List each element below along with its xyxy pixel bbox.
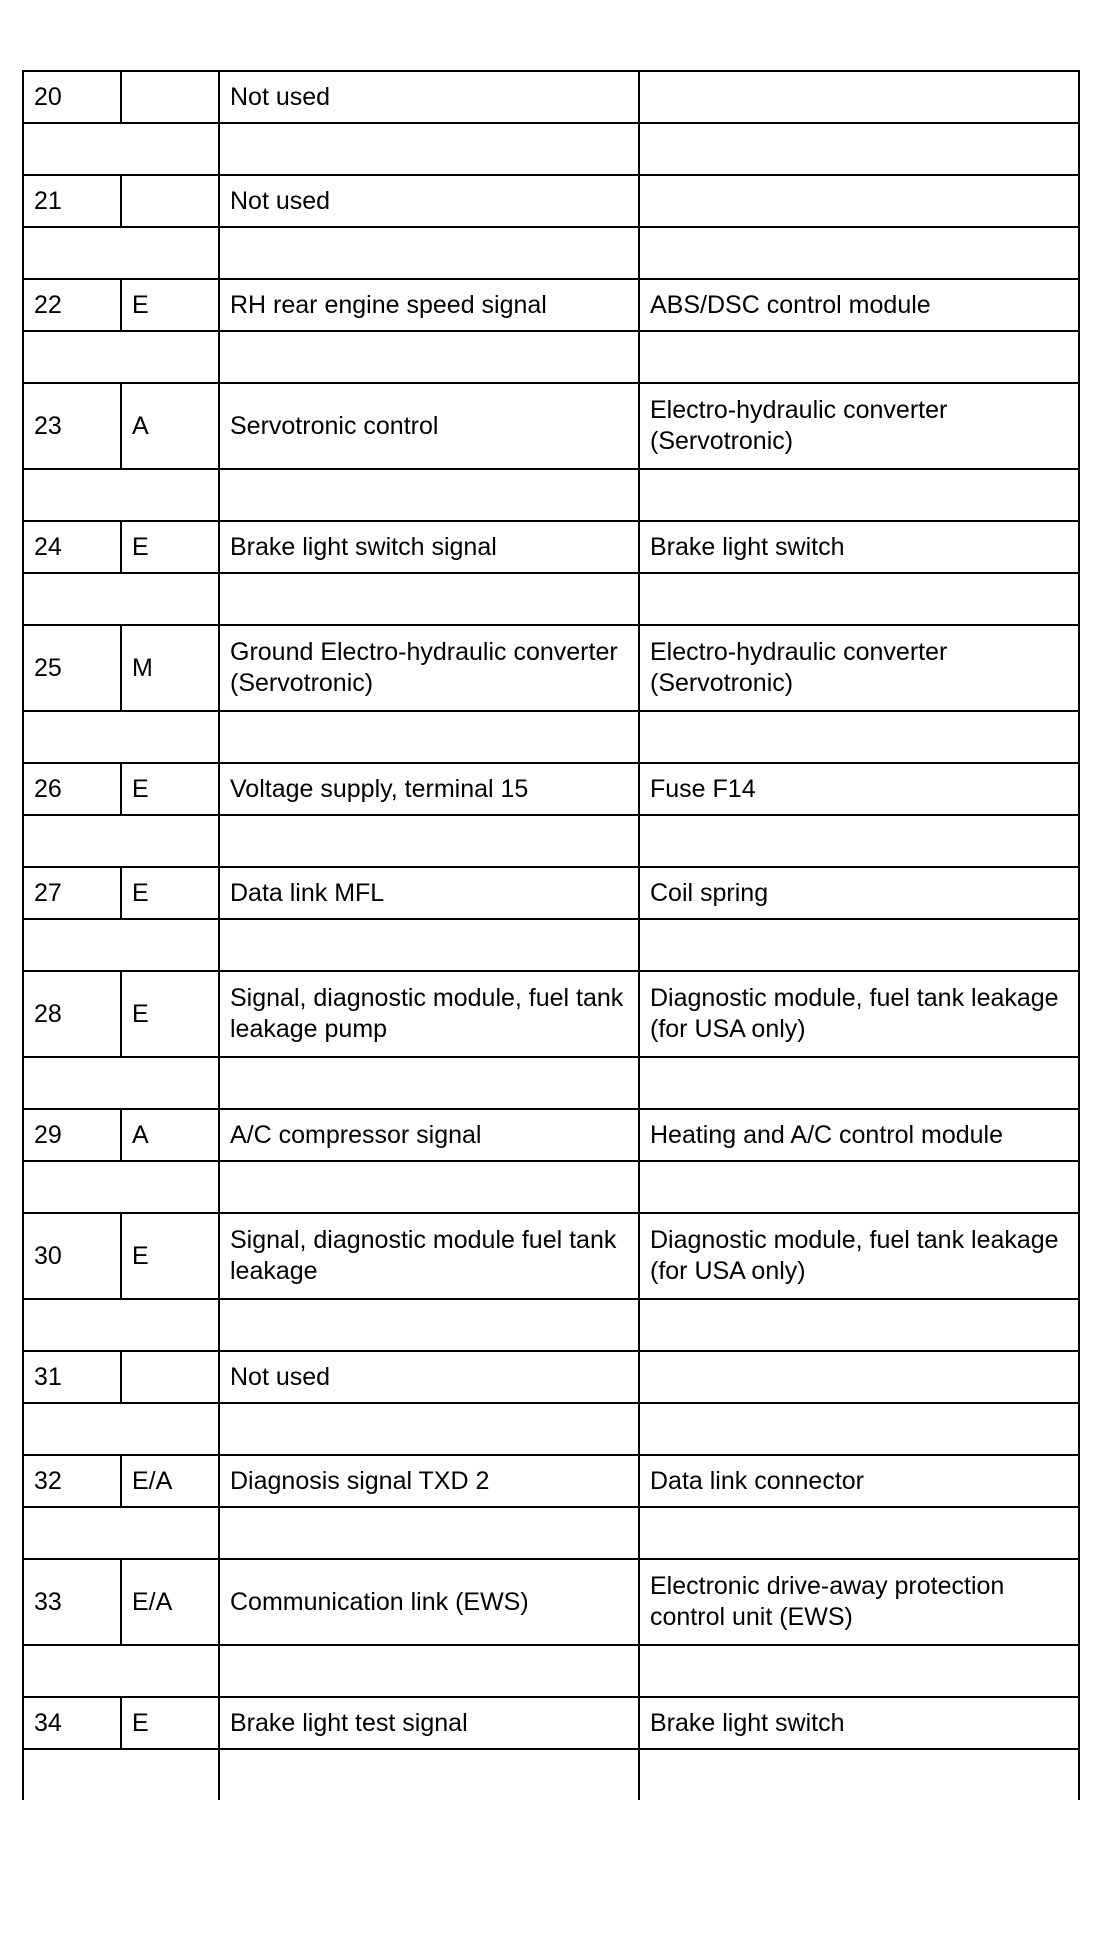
pin-cell: 22 (23, 279, 121, 331)
type-cell: E (121, 279, 219, 331)
pin-cell: 20 (23, 71, 121, 123)
spacer-cell (639, 711, 1079, 763)
description-cell: Not used (219, 1351, 639, 1403)
description-cell: Diagnosis signal TXD 2 (219, 1455, 639, 1507)
pin-cell: 23 (23, 383, 121, 469)
description-cell: A/C compressor signal (219, 1109, 639, 1161)
spacer-cell (219, 1299, 639, 1351)
spacer-row (23, 331, 1079, 383)
component-cell: Electro-hydraulic converter (Servotronic) (639, 383, 1079, 469)
component-cell: Heating and A/C control module (639, 1109, 1079, 1161)
spacer-cell (219, 1403, 639, 1455)
spacer-cell (219, 815, 639, 867)
spacer-cell (639, 1507, 1079, 1559)
spacer-row (23, 469, 1079, 521)
description-cell: Not used (219, 71, 639, 123)
spacer-cell (219, 1507, 639, 1559)
spacer-cell (219, 711, 639, 763)
type-cell (121, 175, 219, 227)
spacer-row (23, 1749, 1079, 1800)
spacer-cell (639, 573, 1079, 625)
description-cell: Signal, diagnostic module fuel tank leakage (219, 1213, 639, 1299)
spacer-row (23, 227, 1079, 279)
pin-cell: 31 (23, 1351, 121, 1403)
table-row (23, 1109, 1079, 1161)
spacer-row (23, 1299, 1079, 1351)
pin-cell: 32 (23, 1455, 121, 1507)
component-cell: Data link connector (639, 1455, 1079, 1507)
description-cell: Communication link (EWS) (219, 1559, 639, 1645)
spacer-cell (23, 1749, 219, 1800)
spacer-cell (23, 815, 219, 867)
spacer-cell (23, 1645, 219, 1697)
pin-cell: 25 (23, 625, 121, 711)
type-cell: A (121, 1109, 219, 1161)
spacer-row (23, 815, 1079, 867)
spacer-cell (23, 1403, 219, 1455)
spacer-cell (23, 227, 219, 279)
component-cell: Diagnostic module, fuel tank leakage (for USA only) (639, 1213, 1079, 1299)
spacer-cell (219, 1645, 639, 1697)
type-cell: M (121, 625, 219, 711)
pin-cell: 30 (23, 1213, 121, 1299)
spacer-cell (639, 227, 1079, 279)
pin-cell: 29 (23, 1109, 121, 1161)
table-row (23, 867, 1079, 919)
description-cell: Signal, diagnostic module, fuel tank leakage pump (219, 971, 639, 1057)
component-cell: Electronic drive-away protection control unit (EWS) (639, 1559, 1079, 1645)
spacer-cell (639, 1403, 1079, 1455)
component-cell: Coil spring (639, 867, 1079, 919)
spacer-cell (219, 469, 639, 521)
type-cell: E/A (121, 1559, 219, 1645)
component-cell: ABS/DSC control module (639, 279, 1079, 331)
table-row (23, 1213, 1079, 1299)
table-row (23, 971, 1079, 1057)
spacer-cell (23, 123, 219, 175)
pin-cell: 21 (23, 175, 121, 227)
description-cell: Not used (219, 175, 639, 227)
table-row (23, 279, 1079, 331)
table-row (23, 383, 1079, 469)
component-cell (639, 71, 1079, 123)
type-cell: E (121, 763, 219, 815)
component-cell (639, 175, 1079, 227)
spacer-cell (219, 1057, 639, 1109)
spacer-cell (639, 1057, 1079, 1109)
pin-cell: 28 (23, 971, 121, 1057)
spacer-cell (219, 123, 639, 175)
spacer-cell (639, 815, 1079, 867)
description-cell: Brake light switch signal (219, 521, 639, 573)
spacer-cell (23, 1507, 219, 1559)
spacer-cell (219, 1161, 639, 1213)
spacer-cell (639, 123, 1079, 175)
spacer-row (23, 123, 1079, 175)
component-cell (639, 1351, 1079, 1403)
spacer-cell (23, 919, 219, 971)
spacer-cell (23, 573, 219, 625)
spacer-cell (639, 1749, 1079, 1800)
pin-cell: 33 (23, 1559, 121, 1645)
spacer-row (23, 1507, 1079, 1559)
description-cell: Voltage supply, terminal 15 (219, 763, 639, 815)
table-row (23, 1351, 1079, 1403)
spacer-cell (639, 919, 1079, 971)
spacer-row (23, 919, 1079, 971)
table-row (23, 71, 1079, 123)
spacer-cell (23, 331, 219, 383)
spacer-row (23, 1161, 1079, 1213)
type-cell: E/A (121, 1455, 219, 1507)
spacer-cell (219, 1749, 639, 1800)
description-cell: Brake light test signal (219, 1697, 639, 1749)
spacer-cell (219, 573, 639, 625)
spacer-cell (23, 711, 219, 763)
pin-cell: 27 (23, 867, 121, 919)
spacer-row (23, 711, 1079, 763)
spacer-cell (23, 1299, 219, 1351)
spacer-cell (23, 1057, 219, 1109)
type-cell: E (121, 1697, 219, 1749)
pin-cell: 24 (23, 521, 121, 573)
spacer-cell (639, 1161, 1079, 1213)
type-cell (121, 1351, 219, 1403)
description-cell: Servotronic control (219, 383, 639, 469)
spacer-cell (219, 919, 639, 971)
description-cell: Data link MFL (219, 867, 639, 919)
table-row (23, 763, 1079, 815)
component-cell: Brake light switch (639, 521, 1079, 573)
table-row (23, 521, 1079, 573)
pin-cell: 34 (23, 1697, 121, 1749)
description-cell: RH rear engine speed signal (219, 279, 639, 331)
table-row (23, 1559, 1079, 1645)
spacer-row (23, 1403, 1079, 1455)
table-row (23, 625, 1079, 711)
type-cell: E (121, 1213, 219, 1299)
spacer-row (23, 1057, 1079, 1109)
description-cell: Ground Electro-hydraulic converter (Servotronic) (219, 625, 639, 711)
spacer-cell (639, 1299, 1079, 1351)
component-cell: Diagnostic module, fuel tank leakage (for USA only) (639, 971, 1079, 1057)
type-cell: E (121, 521, 219, 573)
pin-assignment-table (22, 70, 1080, 1800)
spacer-cell (639, 1645, 1079, 1697)
spacer-cell (23, 469, 219, 521)
component-cell: Fuse F14 (639, 763, 1079, 815)
table-row (23, 1697, 1079, 1749)
component-cell: Brake light switch (639, 1697, 1079, 1749)
spacer-cell (219, 331, 639, 383)
spacer-row (23, 573, 1079, 625)
type-cell: A (121, 383, 219, 469)
spacer-cell (219, 227, 639, 279)
type-cell: E (121, 971, 219, 1057)
table-row (23, 1455, 1079, 1507)
type-cell (121, 71, 219, 123)
pin-cell: 26 (23, 763, 121, 815)
spacer-cell (23, 1161, 219, 1213)
spacer-cell (639, 469, 1079, 521)
component-cell: Electro-hydraulic converter (Servotronic) (639, 625, 1079, 711)
spacer-row (23, 1645, 1079, 1697)
spacer-cell (639, 331, 1079, 383)
type-cell: E (121, 867, 219, 919)
table-row (23, 175, 1079, 227)
